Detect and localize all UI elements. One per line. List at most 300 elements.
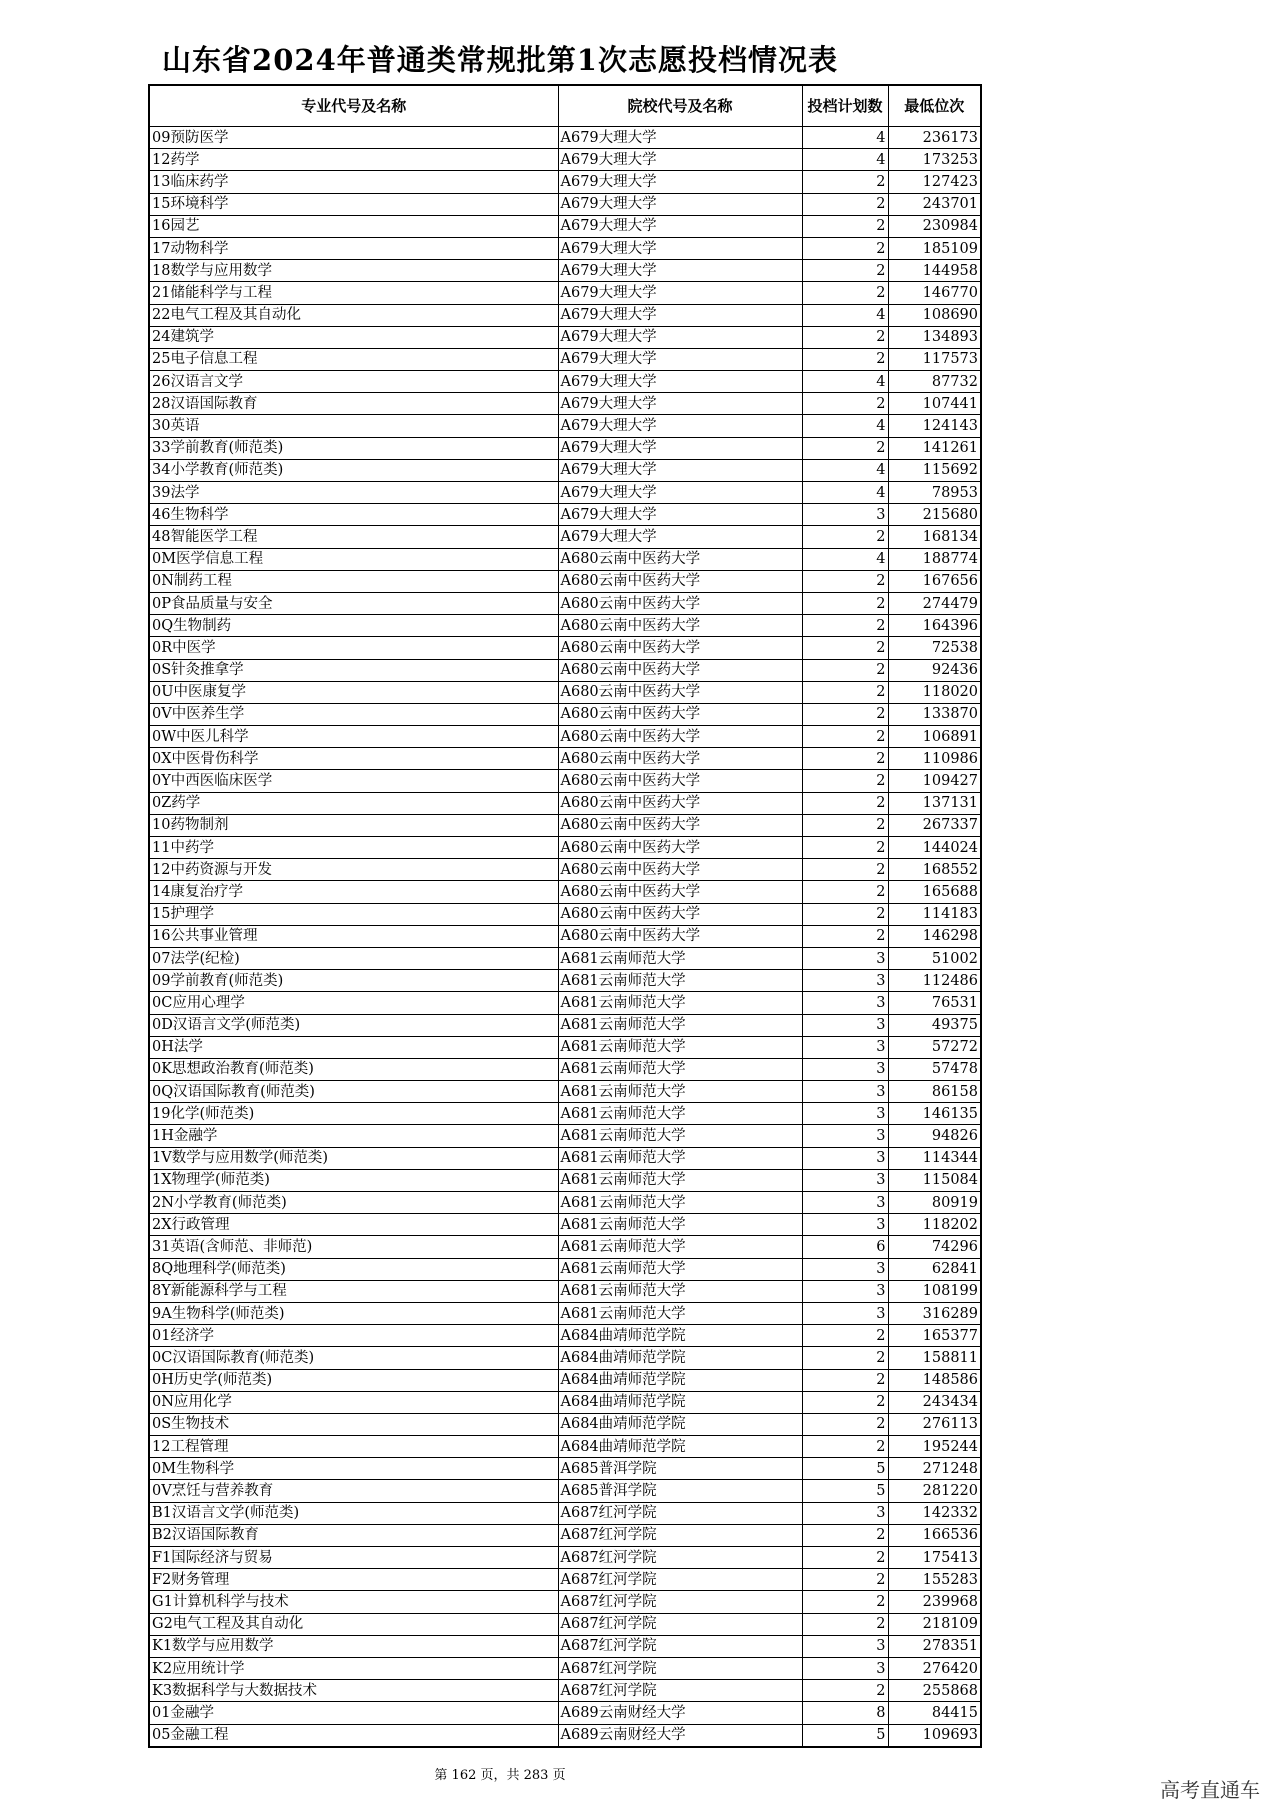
cell-major: 12工程管理 — [149, 1436, 558, 1458]
cell-major: 2X行政管理 — [149, 1214, 558, 1236]
cell-major: 01经济学 — [149, 1325, 558, 1347]
table-row — [149, 1325, 981, 1347]
cell-min-rank: 255868 — [888, 1680, 981, 1702]
cell-major: 01金融学 — [149, 1702, 558, 1724]
cell-major: 30英语 — [149, 415, 558, 437]
table-row — [149, 304, 981, 326]
table-row — [149, 1192, 981, 1214]
table-row — [149, 371, 981, 393]
cell-plan-count: 2 — [802, 1369, 888, 1391]
table-row — [149, 1347, 981, 1369]
cell-major: 1H金融学 — [149, 1125, 558, 1147]
cell-plan-count: 3 — [802, 1258, 888, 1280]
cell-min-rank: 146298 — [888, 925, 981, 947]
table-row — [149, 1258, 981, 1280]
cell-major: 31英语(含师范、非师范) — [149, 1236, 558, 1258]
table-row — [149, 1058, 981, 1080]
cell-plan-count: 3 — [802, 1635, 888, 1657]
cell-major: 34小学教育(师范类) — [149, 459, 558, 481]
cell-min-rank: 195244 — [888, 1436, 981, 1458]
cell-plan-count: 2 — [802, 1325, 888, 1347]
header-min-rank: 最低位次 — [888, 85, 981, 127]
table-row — [149, 726, 981, 748]
cell-min-rank: 276113 — [888, 1413, 981, 1435]
cell-min-rank: 114344 — [888, 1147, 981, 1169]
cell-plan-count: 2 — [802, 837, 888, 859]
cell-min-rank: 137131 — [888, 792, 981, 814]
cell-plan-count: 4 — [802, 482, 888, 504]
cell-plan-count: 3 — [802, 504, 888, 526]
cell-school: A681云南师范大学 — [558, 947, 802, 969]
table-row — [149, 814, 981, 836]
table-row — [149, 1702, 981, 1724]
cell-major: 0Z药学 — [149, 792, 558, 814]
table-row — [149, 1724, 981, 1747]
table-row — [149, 1125, 981, 1147]
cell-school: A680云南中医药大学 — [558, 859, 802, 881]
table-row — [149, 548, 981, 570]
cell-major: 1V数学与应用数学(师范类) — [149, 1147, 558, 1169]
table-row — [149, 348, 981, 370]
cell-plan-count: 2 — [802, 326, 888, 348]
cell-min-rank: 110986 — [888, 748, 981, 770]
cell-school: A679大理大学 — [558, 504, 802, 526]
cell-plan-count: 2 — [802, 1391, 888, 1413]
cell-major: 0X中医骨伤科学 — [149, 748, 558, 770]
cell-major: 0S生物技术 — [149, 1413, 558, 1435]
cell-major: F1国际经济与贸易 — [149, 1547, 558, 1569]
table-row — [149, 215, 981, 237]
cell-major: 11中药学 — [149, 837, 558, 859]
cell-school: A687红河学院 — [558, 1569, 802, 1591]
cell-min-rank: 92436 — [888, 659, 981, 681]
cell-min-rank: 87732 — [888, 371, 981, 393]
cell-plan-count: 2 — [802, 260, 888, 282]
cell-plan-count: 2 — [802, 748, 888, 770]
cell-min-rank: 74296 — [888, 1236, 981, 1258]
cell-school: A679大理大学 — [558, 193, 802, 215]
table-row — [149, 615, 981, 637]
table-row — [149, 1413, 981, 1435]
cell-plan-count: 4 — [802, 149, 888, 171]
cell-school: A680云南中医药大学 — [558, 703, 802, 725]
cell-min-rank: 115692 — [888, 459, 981, 481]
cell-school: A679大理大学 — [558, 127, 802, 149]
cell-school: A684曲靖师范学院 — [558, 1325, 802, 1347]
cell-school: A687红河学院 — [558, 1591, 802, 1613]
cell-plan-count: 2 — [802, 703, 888, 725]
cell-major: 13临床药学 — [149, 171, 558, 193]
cell-plan-count: 3 — [802, 992, 888, 1014]
table-row — [149, 748, 981, 770]
cell-major: 16公共事业管理 — [149, 925, 558, 947]
cell-school: A684曲靖师范学院 — [558, 1369, 802, 1391]
cell-major: 0H法学 — [149, 1036, 558, 1058]
table-row — [149, 1591, 981, 1613]
cell-plan-count: 3 — [802, 1302, 888, 1324]
cell-major: K2应用统计学 — [149, 1657, 558, 1679]
cell-major: G2电气工程及其自动化 — [149, 1613, 558, 1635]
cell-plan-count: 5 — [802, 1724, 888, 1747]
cell-min-rank: 239968 — [888, 1591, 981, 1613]
cell-plan-count: 5 — [802, 1458, 888, 1480]
cell-school: A687红河学院 — [558, 1613, 802, 1635]
cell-plan-count: 4 — [802, 304, 888, 326]
cell-min-rank: 316289 — [888, 1302, 981, 1324]
cell-school: A680云南中医药大学 — [558, 748, 802, 770]
cell-school: A681云南师范大学 — [558, 1058, 802, 1080]
cell-min-rank: 165688 — [888, 881, 981, 903]
cell-major: K1数学与应用数学 — [149, 1635, 558, 1657]
cell-plan-count: 2 — [802, 1680, 888, 1702]
table-row — [149, 1635, 981, 1657]
table-row — [149, 925, 981, 947]
cell-plan-count: 3 — [802, 1125, 888, 1147]
cell-school: A681云南师范大学 — [558, 1192, 802, 1214]
cell-major: 15环境科学 — [149, 193, 558, 215]
cell-plan-count: 2 — [802, 615, 888, 637]
cell-min-rank: 108199 — [888, 1280, 981, 1302]
cell-school: A681云南师范大学 — [558, 992, 802, 1014]
cell-major: 0S针灸推拿学 — [149, 659, 558, 681]
cell-major: 0R中医学 — [149, 637, 558, 659]
cell-school: A685普洱学院 — [558, 1458, 802, 1480]
cell-min-rank: 117573 — [888, 348, 981, 370]
table-row — [149, 437, 981, 459]
cell-plan-count: 3 — [802, 1657, 888, 1679]
cell-min-rank: 109693 — [888, 1724, 981, 1747]
cell-min-rank: 271248 — [888, 1458, 981, 1480]
cell-plan-count: 4 — [802, 415, 888, 437]
cell-plan-count: 2 — [802, 1591, 888, 1613]
table-body — [149, 127, 981, 1747]
cell-min-rank: 76531 — [888, 992, 981, 1014]
cell-major: 0C汉语国际教育(师范类) — [149, 1347, 558, 1369]
cell-school: A679大理大学 — [558, 215, 802, 237]
table-row — [149, 992, 981, 1014]
cell-major: 10药物制剂 — [149, 814, 558, 836]
cell-school: A679大理大学 — [558, 149, 802, 171]
cell-plan-count: 2 — [802, 193, 888, 215]
cell-plan-count: 2 — [802, 681, 888, 703]
cell-major: 0K思想政治教育(师范类) — [149, 1058, 558, 1080]
cell-major: B1汉语言文学(师范类) — [149, 1502, 558, 1524]
cell-major: 16园艺 — [149, 215, 558, 237]
table-row — [149, 1680, 981, 1702]
cell-major: 0M医学信息工程 — [149, 548, 558, 570]
cell-min-rank: 243701 — [888, 193, 981, 215]
cell-school: A681云南师范大学 — [558, 970, 802, 992]
cell-plan-count: 5 — [802, 1480, 888, 1502]
cell-major: 2N小学教育(师范类) — [149, 1192, 558, 1214]
cell-min-rank: 165377 — [888, 1325, 981, 1347]
cell-min-rank: 62841 — [888, 1258, 981, 1280]
cell-school: A680云南中医药大学 — [558, 726, 802, 748]
cell-min-rank: 146135 — [888, 1103, 981, 1125]
table-row — [149, 171, 981, 193]
cell-school: A680云南中医药大学 — [558, 837, 802, 859]
cell-plan-count: 2 — [802, 659, 888, 681]
cell-major: 09学前教育(师范类) — [149, 970, 558, 992]
cell-major: 15护理学 — [149, 903, 558, 925]
cell-school: A679大理大学 — [558, 459, 802, 481]
table-row — [149, 881, 981, 903]
table-row — [149, 1147, 981, 1169]
cell-school: A681云南师范大学 — [558, 1103, 802, 1125]
cell-min-rank: 215680 — [888, 504, 981, 526]
admission-table — [148, 84, 982, 1748]
cell-school: A680云南中医药大学 — [558, 770, 802, 792]
cell-school: A681云南师范大学 — [558, 1236, 802, 1258]
page-title: 山东省2024年普通类常规批第1次志愿投档情况表 — [162, 43, 838, 77]
cell-school: A681云南师范大学 — [558, 1214, 802, 1236]
table-row — [149, 1502, 981, 1524]
cell-min-rank: 133870 — [888, 703, 981, 725]
table-header-row — [149, 85, 981, 127]
watermark: 高考直通车 — [1160, 1778, 1260, 1802]
cell-min-rank: 188774 — [888, 548, 981, 570]
table-row — [149, 459, 981, 481]
table-row — [149, 393, 981, 415]
cell-major: 12药学 — [149, 149, 558, 171]
cell-major: 28汉语国际教育 — [149, 393, 558, 415]
cell-school: A680云南中医药大学 — [558, 548, 802, 570]
cell-plan-count: 2 — [802, 1524, 888, 1546]
table-row — [149, 504, 981, 526]
cell-plan-count: 2 — [802, 1413, 888, 1435]
table-row — [149, 1657, 981, 1679]
cell-min-rank: 168552 — [888, 859, 981, 881]
cell-major: 8Y新能源科学与工程 — [149, 1280, 558, 1302]
cell-min-rank: 148586 — [888, 1369, 981, 1391]
cell-school: A684曲靖师范学院 — [558, 1347, 802, 1369]
cell-plan-count: 2 — [802, 592, 888, 614]
cell-min-rank: 144024 — [888, 837, 981, 859]
cell-major: 33学前教育(师范类) — [149, 437, 558, 459]
cell-plan-count: 2 — [802, 237, 888, 259]
cell-major: 0H历史学(师范类) — [149, 1369, 558, 1391]
cell-plan-count: 2 — [802, 570, 888, 592]
table-row — [149, 1169, 981, 1191]
cell-plan-count: 2 — [802, 1569, 888, 1591]
table-row — [149, 1524, 981, 1546]
cell-school: A687红河学院 — [558, 1657, 802, 1679]
cell-min-rank: 78953 — [888, 482, 981, 504]
cell-min-rank: 118020 — [888, 681, 981, 703]
cell-school: A681云南师范大学 — [558, 1081, 802, 1103]
cell-min-rank: 141261 — [888, 437, 981, 459]
table-row — [149, 1547, 981, 1569]
cell-school: A680云南中医药大学 — [558, 615, 802, 637]
cell-plan-count: 4 — [802, 548, 888, 570]
table-row — [149, 482, 981, 504]
cell-min-rank: 86158 — [888, 1081, 981, 1103]
cell-major: 24建筑学 — [149, 326, 558, 348]
cell-school: A684曲靖师范学院 — [558, 1413, 802, 1435]
cell-min-rank: 158811 — [888, 1347, 981, 1369]
cell-min-rank: 218109 — [888, 1613, 981, 1635]
cell-major: 0Q汉语国际教育(师范类) — [149, 1081, 558, 1103]
cell-school: A679大理大学 — [558, 415, 802, 437]
cell-school: A680云南中医药大学 — [558, 681, 802, 703]
cell-plan-count: 3 — [802, 1036, 888, 1058]
cell-min-rank: 124143 — [888, 415, 981, 437]
cell-plan-count: 6 — [802, 1236, 888, 1258]
cell-plan-count: 2 — [802, 881, 888, 903]
cell-min-rank: 142332 — [888, 1502, 981, 1524]
header-plan-count: 投档计划数 — [802, 85, 888, 127]
header-major: 专业代号及名称 — [149, 85, 558, 127]
table-row — [149, 592, 981, 614]
cell-major: 25电子信息工程 — [149, 348, 558, 370]
cell-major: 0M生物科学 — [149, 1458, 558, 1480]
cell-major: 26汉语言文学 — [149, 371, 558, 393]
cell-major: 0Q生物制药 — [149, 615, 558, 637]
cell-min-rank: 51002 — [888, 947, 981, 969]
cell-plan-count: 2 — [802, 726, 888, 748]
cell-plan-count: 3 — [802, 1502, 888, 1524]
cell-plan-count: 2 — [802, 925, 888, 947]
cell-major: 0N制药工程 — [149, 570, 558, 592]
table-row — [149, 1280, 981, 1302]
cell-major: K3数据科学与大数据技术 — [149, 1680, 558, 1702]
cell-major: 39法学 — [149, 482, 558, 504]
cell-plan-count: 2 — [802, 1436, 888, 1458]
cell-plan-count: 3 — [802, 947, 888, 969]
cell-major: G1计算机科学与技术 — [149, 1591, 558, 1613]
cell-school: A679大理大学 — [558, 260, 802, 282]
cell-major: 17动物科学 — [149, 237, 558, 259]
table-row — [149, 659, 981, 681]
cell-plan-count: 3 — [802, 1147, 888, 1169]
cell-min-rank: 166536 — [888, 1524, 981, 1546]
cell-min-rank: 115084 — [888, 1169, 981, 1191]
cell-min-rank: 127423 — [888, 171, 981, 193]
cell-major: 22电气工程及其自动化 — [149, 304, 558, 326]
cell-plan-count: 3 — [802, 1103, 888, 1125]
table-row — [149, 260, 981, 282]
cell-plan-count: 2 — [802, 282, 888, 304]
cell-school: A679大理大学 — [558, 171, 802, 193]
cell-min-rank: 173253 — [888, 149, 981, 171]
page-footer: 第 162 页，共 283 页 — [434, 1768, 566, 1783]
cell-school: A680云南中医药大学 — [558, 925, 802, 947]
cell-min-rank: 168134 — [888, 526, 981, 548]
cell-min-rank: 114183 — [888, 903, 981, 925]
table-row — [149, 903, 981, 925]
table-row — [149, 1103, 981, 1125]
cell-min-rank: 72538 — [888, 637, 981, 659]
cell-major: 1X物理学(师范类) — [149, 1169, 558, 1191]
table-row — [149, 637, 981, 659]
cell-school: A680云南中医药大学 — [558, 570, 802, 592]
cell-min-rank: 109427 — [888, 770, 981, 792]
cell-major: 0V中医养生学 — [149, 703, 558, 725]
cell-school: A687红河学院 — [558, 1524, 802, 1546]
cell-min-rank: 94826 — [888, 1125, 981, 1147]
table-row — [149, 1036, 981, 1058]
cell-school: A680云南中医药大学 — [558, 792, 802, 814]
cell-plan-count: 2 — [802, 1613, 888, 1635]
table-row — [149, 326, 981, 348]
cell-min-rank: 106891 — [888, 726, 981, 748]
cell-min-rank: 230984 — [888, 215, 981, 237]
cell-plan-count: 3 — [802, 1058, 888, 1080]
cell-plan-count: 2 — [802, 215, 888, 237]
cell-plan-count: 2 — [802, 393, 888, 415]
table-row — [149, 193, 981, 215]
table-row — [149, 1480, 981, 1502]
cell-major: 0D汉语言文学(师范类) — [149, 1014, 558, 1036]
cell-school: A689云南财经大学 — [558, 1724, 802, 1747]
cell-min-rank: 276420 — [888, 1657, 981, 1679]
cell-min-rank: 175413 — [888, 1547, 981, 1569]
table-row — [149, 770, 981, 792]
cell-plan-count: 4 — [802, 371, 888, 393]
cell-plan-count: 2 — [802, 526, 888, 548]
cell-min-rank: 80919 — [888, 1192, 981, 1214]
table-row — [149, 681, 981, 703]
cell-plan-count: 2 — [802, 903, 888, 925]
cell-major: 18数学与应用数学 — [149, 260, 558, 282]
table-row — [149, 1458, 981, 1480]
cell-major: 8Q地理科学(师范类) — [149, 1258, 558, 1280]
cell-school: A681云南师范大学 — [558, 1014, 802, 1036]
header-school: 院校代号及名称 — [558, 85, 802, 127]
cell-min-rank: 185109 — [888, 237, 981, 259]
cell-min-rank: 144958 — [888, 260, 981, 282]
table-row — [149, 947, 981, 969]
cell-school: A681云南师范大学 — [558, 1302, 802, 1324]
table-row — [149, 1569, 981, 1591]
cell-school: A680云南中医药大学 — [558, 814, 802, 836]
cell-plan-count: 8 — [802, 1702, 888, 1724]
cell-school: A681云南师范大学 — [558, 1147, 802, 1169]
table-row — [149, 237, 981, 259]
cell-plan-count: 4 — [802, 459, 888, 481]
cell-major: 0C应用心理学 — [149, 992, 558, 1014]
cell-plan-count: 4 — [802, 127, 888, 149]
cell-school: A681云南师范大学 — [558, 1169, 802, 1191]
cell-plan-count: 2 — [802, 437, 888, 459]
cell-major: 05金融工程 — [149, 1724, 558, 1747]
table-row — [149, 526, 981, 548]
cell-school: A679大理大学 — [558, 482, 802, 504]
cell-school: A679大理大学 — [558, 326, 802, 348]
cell-min-rank: 164396 — [888, 615, 981, 637]
cell-major: 12中药资源与开发 — [149, 859, 558, 881]
cell-school: A680云南中医药大学 — [558, 637, 802, 659]
cell-school: A687红河学院 — [558, 1502, 802, 1524]
table-row — [149, 837, 981, 859]
cell-min-rank: 281220 — [888, 1480, 981, 1502]
cell-major: 0N应用化学 — [149, 1391, 558, 1413]
cell-school: A687红河学院 — [558, 1680, 802, 1702]
table-row — [149, 1391, 981, 1413]
cell-min-rank: 155283 — [888, 1569, 981, 1591]
cell-plan-count: 2 — [802, 814, 888, 836]
cell-school: A681云南师范大学 — [558, 1258, 802, 1280]
cell-plan-count: 3 — [802, 970, 888, 992]
table-row — [149, 1081, 981, 1103]
cell-min-rank: 236173 — [888, 127, 981, 149]
cell-plan-count: 3 — [802, 1280, 888, 1302]
cell-min-rank: 167656 — [888, 570, 981, 592]
table-row — [149, 1436, 981, 1458]
cell-plan-count: 2 — [802, 792, 888, 814]
cell-major: 48智能医学工程 — [149, 526, 558, 548]
table-row — [149, 1214, 981, 1236]
